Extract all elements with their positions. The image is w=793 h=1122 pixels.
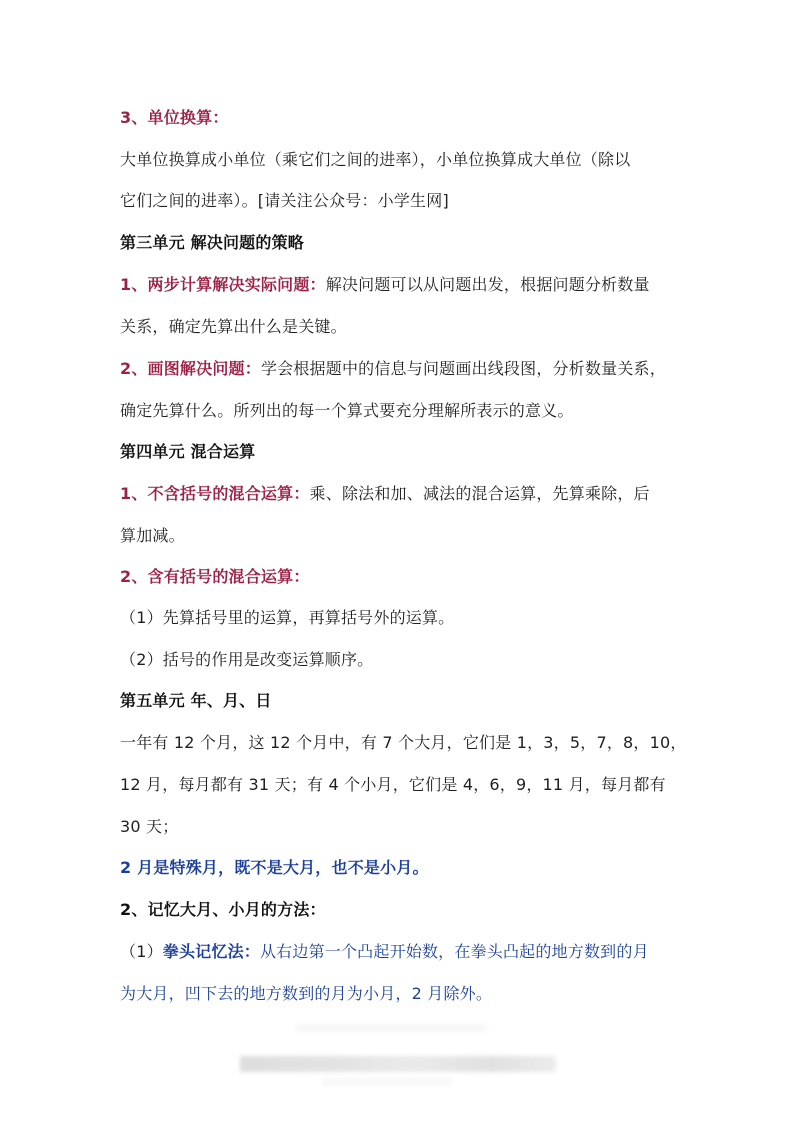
- section-3-paragraph-line-1: 大单位换算成小单位（乘它们之间的进率），小单位换算成大单位（除以: [120, 150, 631, 169]
- unit-4-heading: 第四单元 混合运算: [120, 442, 256, 461]
- unit-4-item-1: [120, 484, 680, 504]
- unit-3-item-2-line-2: 确定先算什么。所列出的每一个算式要充分理解所表示的意义。: [120, 401, 574, 420]
- unit-5-fist-method-line-2: 为大月，凹下去的地方数到的月为小月，2 月除外。: [120, 984, 493, 1003]
- section-3-paragraph-line-2: 它们之间的进率）。[请关注公众号：小学生网]: [120, 191, 449, 210]
- unit-4-item-1-line-2: 算加减。: [120, 526, 185, 545]
- unit-4-item-1-text: 乘、除法和加、减法的混合运算，先算乘除，后: [309, 484, 650, 503]
- unit-5-fist-text: 从右边第一个凸起开始数，在拳头凸起的地方数到的月: [259, 942, 649, 961]
- unit-5-fist-prefix: （1）: [120, 942, 163, 961]
- unit-5-paragraph-line-3: 30 天；: [120, 817, 179, 836]
- section-3-title: 3、单位换算：: [120, 108, 229, 127]
- unit-3-heading: 第三单元 解决问题的策略: [120, 233, 304, 252]
- unit-3-item-1-label: 1、两步计算解决实际问题：: [120, 275, 326, 294]
- unit-3-item-2-text: 学会根据题中的信息与问题画出线段图，分析数量关系，: [260, 359, 666, 378]
- unit-4-item-2-label: 2、含有括号的混合运算：: [120, 567, 310, 586]
- unit-3-item-1: [120, 275, 680, 295]
- unit-5-heading: 第五单元 年、月、日: [120, 691, 272, 710]
- unit-3-item-1-line-2: 关系，确定先算出什么是关键。: [120, 317, 347, 336]
- unit-5-fist-method: [120, 942, 680, 962]
- unit-5-fist-label: 拳头记忆法：: [162, 942, 260, 961]
- unit-3-item-1-text: 解决问题可以从问题出发，根据问题分析数量: [325, 275, 650, 294]
- unit-5-memory-heading: 2、记忆大月、小月的方法：: [120, 900, 326, 919]
- unit-5-special-month-note: 2 月是特殊月，既不是大月，也不是小月。: [120, 858, 429, 877]
- unit-3-item-2: [120, 359, 680, 379]
- unit-4-item-1-label: 1、不含括号的混合运算：: [120, 484, 310, 503]
- unit-4-sub-2: （2）括号的作用是改变运算顺序。: [120, 650, 374, 669]
- unit-5-paragraph-line-2: 12 月，每月都有 31 天；有 4 个小月，它们是 4，6，9，11 月，每月都有: [120, 775, 666, 794]
- unit-3-item-2-label: 2、画图解决问题：: [120, 359, 261, 378]
- unit-4-sub-1: （1）先算括号里的运算，再算括号外的运算。: [120, 608, 455, 627]
- unit-5-paragraph-line-1: 一年有 12 个月，这 12 个月中，有 7 个大月，它们是 1，3，5，7，8，10，: [120, 733, 687, 752]
